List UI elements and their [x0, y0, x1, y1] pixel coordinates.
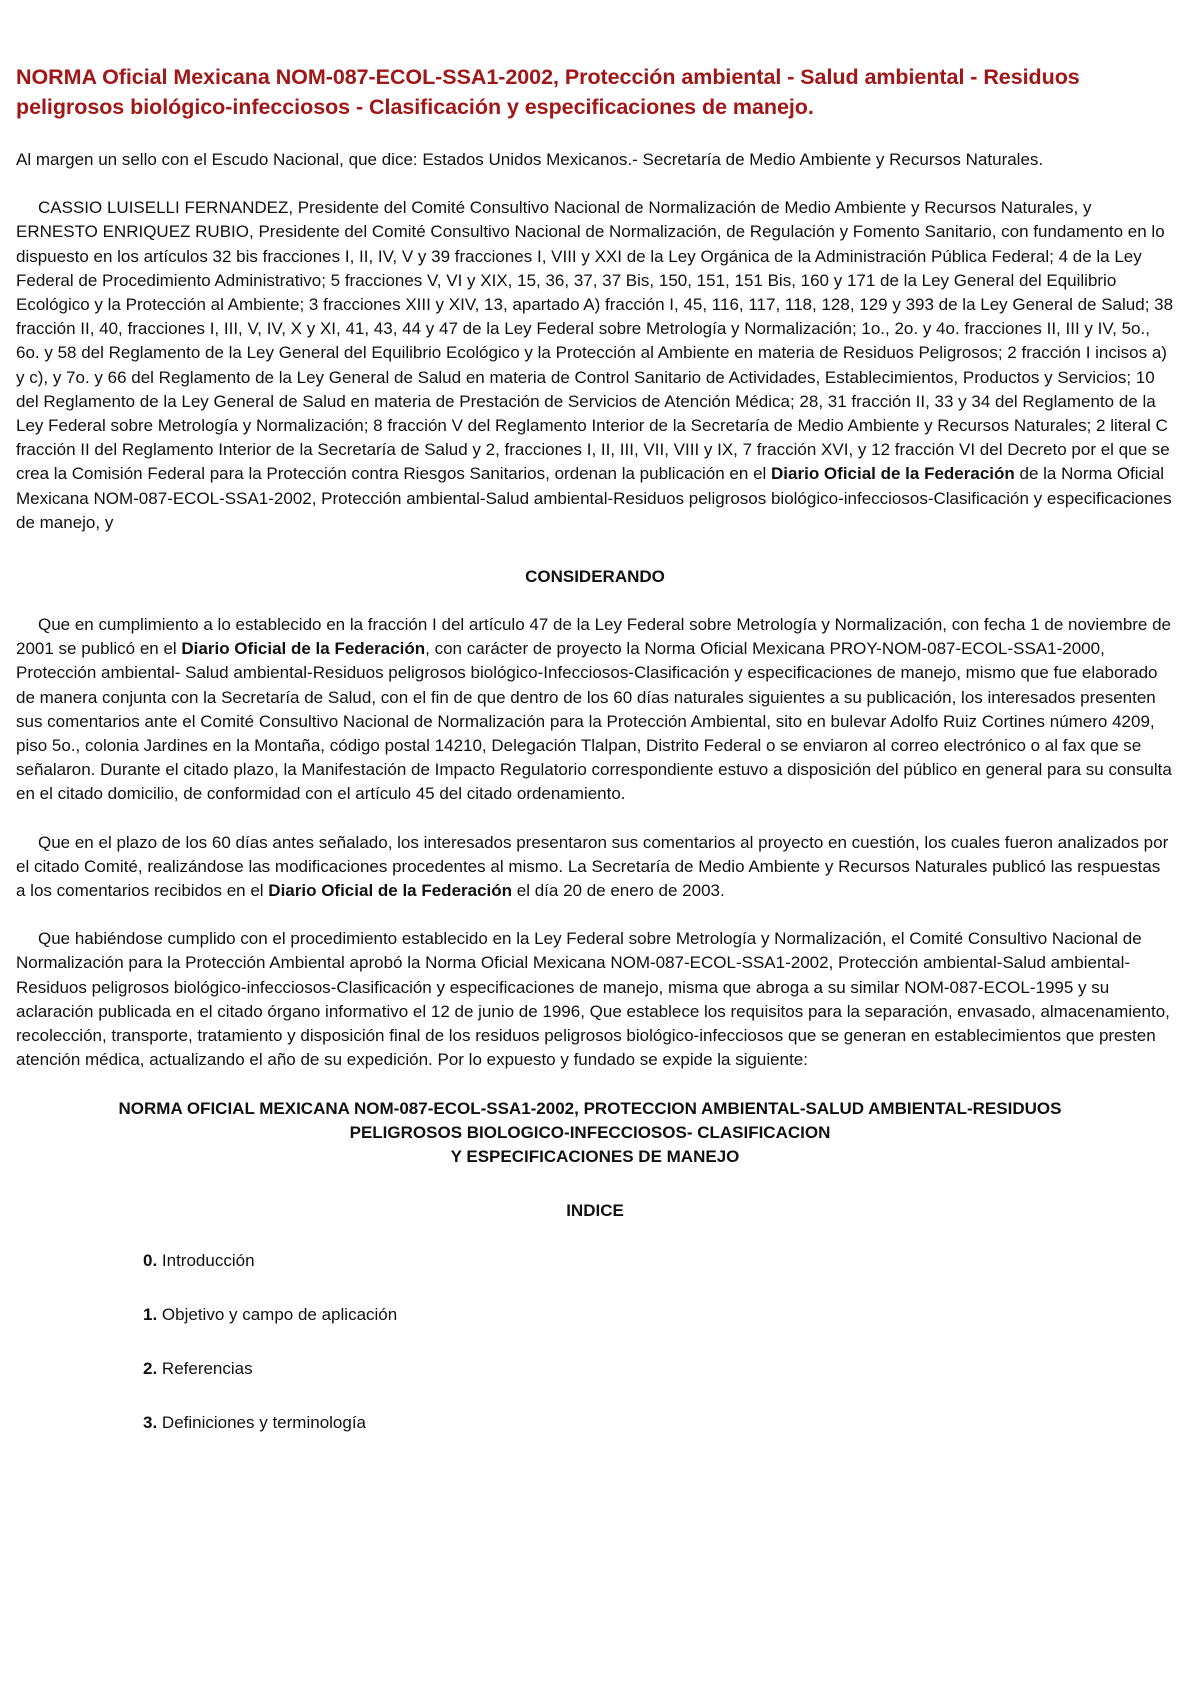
considerando-2-text-b: el día 20 de enero de 2003. — [512, 881, 725, 901]
index-item-0 — [16, 1249, 1174, 1273]
considerando-heading: CONSIDERANDO — [525, 567, 665, 587]
index-item-number: 3. — [143, 1412, 158, 1432]
index-item-label: Introducción — [157, 1250, 255, 1270]
considerando-1-text-b: , con carácter de proyecto la Norma Oficial Mexicana PROY-NOM-087-ECOL-SSA1-2000, Protección ambiental- Salud ambiental-Residuos peligrosos biológico-Infecciosos-Clasificación y especificaciones de manejo, mismo que fue elaborado de manera conjunta con la Secretaría de Salud, con el fin de que dentro de los 60 días naturales siguientes a su publicación, los interesados presenten sus comentarios ante el Comité Consultivo Nacional de Normalización para la Protección Ambiental, sito en bulevar Adolfo Ruiz Cortines número 4209, piso 5o., colonia Jardines en la Montaña, código postal 14210, Delegación Tlalpan, Distrito Federal o se enviaron al correo electrónico o al fax que se señalaron. Durante el citado plazo, la Manifestación de Impacto Regulatorio correspondiente estuvo a disposición del público en general para su consulta en el citado domicilio, de conformidad con el artículo 45 del citado ordenamiento. — [16, 639, 1172, 804]
diario-oficial-ref: Diario Oficial de la Federación — [181, 639, 426, 659]
index-item-number: 2. — [143, 1358, 158, 1378]
index-item-number: 0. — [143, 1250, 158, 1270]
considerando-paragraph-1 — [16, 613, 1174, 807]
index-item-2 — [16, 1357, 1174, 1381]
diario-oficial-ref: Diario Oficial de la Federación — [268, 881, 513, 901]
norma-heading — [16, 1097, 1174, 1169]
considerando-paragraph-2 — [16, 831, 1174, 904]
index-item-label: Referencias — [157, 1358, 253, 1378]
index-item-label: Objetivo y campo de aplicación — [157, 1304, 398, 1324]
intro-paragraph: Al margen un sello con el Escudo Nacional, que dice: Estados Unidos Mexicanos.- Secretaría de Medio Ambiente y Recursos Naturales. — [16, 150, 1044, 169]
preamble-text-a: CASSIO LUISELLI FERNANDEZ, Presidente del Comité Consultivo Nacional de Normalización de Medio Ambiente y Recursos Naturales, y ERNESTO ENRIQUEZ RUBIO, Presidente del Comité Consultivo Nacional de Normalización, de Regulación y Fomento Sanitario, con fundamento en lo dispuesto en los artículos 32 bis fracciones I, II, IV, V y 39 fracciones I, VIII y XXI de la Ley Orgánica de la Administración Pública Federal; 4 de la Ley Federal de Procedimiento Administrativo; 5 fracciones V, VI y XIX, 15, 36, 37, 37 Bis, 150, 151, 151 Bis, 160 y 171 de la Ley General del Equilibrio Ecológico y la Protección al Ambiente; 3 fracciones XIII y XIV, 13, apartado A) fracción I, 45, 116, 117, 118, 128, 129 y 393 de la Ley General de Salud; 38 fracción II, 40, fracciones I, III, V, IV, X y XI, 41, 43, 44 y 47 de la Ley Federal sobre Metrología y Normalización; 1o., 2o. y 4o. fracciones II, III y IV, 5o., 6o. y 58 del Reglamento de la Ley General del Equilibrio Ecológico y la Protección al Ambiente en materia de Residuos Peligrosos; 2 fracción I incisos a) y c), y 7o. y 66 del Reglamento de la Ley General de Salud en materia de Control Sanitario de Actividades, Establecimientos, Productos y Servicios; 10 del Reglamento de la Ley General de Salud en materia de Prestación de Servicios de Atención Médica; 28, 31 fracción II, 33 y 34 del Reglamento de la Ley Federal sobre Metrología y Normalización; 8 fracción V del Reglamento Interior de la Secretaría de Medio Ambiente y Recursos Naturales; 2 literal C fracción II del Reglamento Interior de la Secretaría de Salud y 2, fracciones I, II, III, VII, VIII y IX, 7 fracción XVI, y 12 fracción VI del Decreto por el que se crea la Comisión Federal para la Protección contra Riesgos Sanitarios, ordenan la publicación en el — [16, 198, 1174, 484]
considerando-2-text-a: Que en el plazo de los 60 días antes señalado, los interesados presentaron sus comentarios al proyecto en cuestión, los cuales fueron analizados por el citado Comité, realizándose las modificaciones procedentes al mismo. La Secretaría de Medio Ambiente y Recursos Naturales publicó las respuestas a los comentarios recibidos en el — [16, 832, 1169, 901]
document-title: NORMA Oficial Mexicana NOM-087-ECOL-SSA1-2002, Protección ambiental - Salud ambiental - Residuos peligrosos biológico-infecciosos - Clasificación y especificaciones de manejo. — [16, 65, 1080, 119]
diario-oficial-ref: Diario Oficial de la Federación — [771, 464, 1015, 484]
considerando-paragraph-3: Que habiéndose cumplido con el procedimiento establecido en la Ley Federal sobre Metrología y Normalización, el Comité Consultivo Nacional de Normalización para la Protección Ambiental aprobó la Norma Oficial Mexicana NOM-087-ECOL-SSA1-2002, Protección ambiental-Salud ambiental-Residuos peligrosos biológico-infecciosos-Clasificación y especificaciones de manejo, misma que abroga a su similar NOM-087-ECOL-1995 y su aclaración publicada en el citado órgano informativo el 12 de junio de 1996, Que establece los requisitos para la separación, envasado, almacenamiento, recolección, transporte, tratamiento y disposición final de los residuos peligrosos biológico-infecciosos que se generan en establecimientos que presten atención médica, actualizando el año de su expedición. Por lo expuesto y fundado se expide la siguiente: — [16, 929, 1170, 1070]
index-item-3 — [16, 1411, 1174, 1435]
preamble-text-b: de la Norma Oficial Mexicana NOM-087-ECOL-SSA1-2002, Protección ambiental-Salud ambiental-Residuos peligrosos biológico-infecciosos-Clasificación y especificaciones de manejo, y — [16, 464, 1172, 532]
preamble-paragraph — [16, 196, 1174, 535]
indice-heading: INDICE — [566, 1200, 624, 1220]
index-item-1 — [16, 1303, 1174, 1327]
considerando-1-text-a: Que en cumplimiento a lo establecido en la fracción I del artículo 47 de la Ley Federal sobre Metrología y Normalización, con fecha 1 de noviembre de 2001 se publicó en el — [16, 615, 1172, 659]
norma-heading-line-2: Y ESPECIFICACIONES DE MANEJO — [450, 1146, 740, 1166]
index-item-label: Definiciones y terminología — [157, 1412, 367, 1432]
index-item-number: 1. — [143, 1304, 158, 1324]
norma-heading-line-1: NORMA OFICIAL MEXICANA NOM-087-ECOL-SSA1-2002, PROTECCION AMBIENTAL-SALUD AMBIENTAL-RESIDUOS PELIGROSOS BIOLOGICO-INFECCIOSOS- CLASIFICACION — [118, 1098, 1062, 1142]
